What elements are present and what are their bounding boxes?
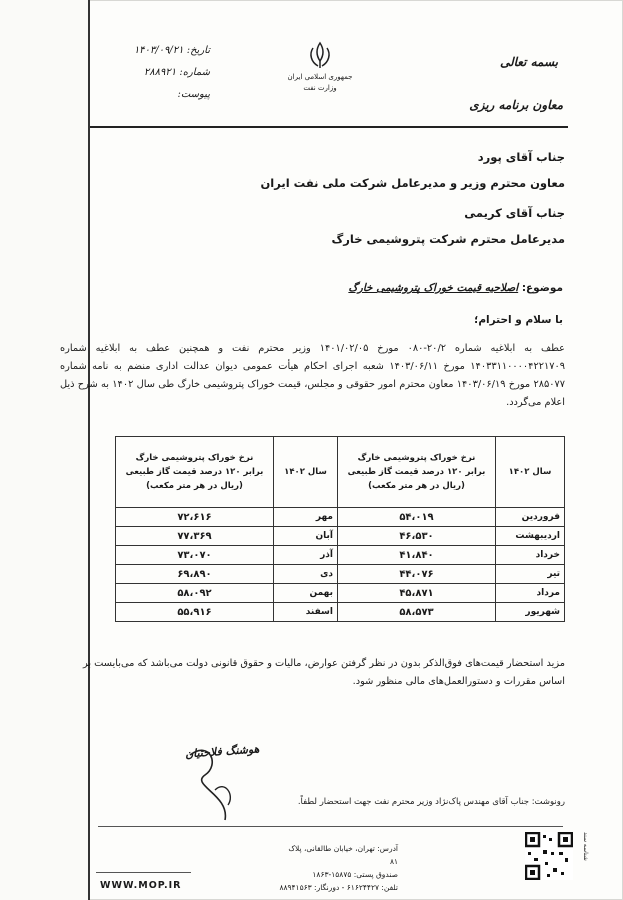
rate-header-1-line-3: (ریال در هر متر مکعب) (368, 481, 465, 491)
letter-metadata (100, 40, 210, 106)
number-row (100, 62, 210, 84)
address-line-1: آدرس: تهران، خیابان طالقانی، پلاک ۸۱ (288, 844, 398, 866)
month-cell: اسفند (274, 603, 338, 622)
qr-code-icon (525, 832, 573, 880)
rate-cell: ۷۲،۶۱۶ (116, 508, 274, 527)
month-cell: دی (274, 565, 338, 584)
subject-label: موضوع: (521, 282, 563, 294)
month-cell: فروردین (496, 508, 565, 527)
ministry-line-1: جمهوری اسلامی ایران (287, 73, 353, 81)
table-row (116, 527, 565, 546)
rate-cell: ۵۵،۹۱۶ (116, 603, 274, 622)
website-link[interactable]: WWW.MOP.IR (100, 880, 182, 891)
address-line-3: تلفن: ۶۱۶۲۴۴۲۷ - دورنگار: ۸۸۹۴۱۵۶۳ (279, 883, 398, 892)
table-row (116, 546, 565, 565)
rate-cell: ۵۸،۰۹۲ (116, 584, 274, 603)
addressee-2-title: مدیرعامل محترم شرکت پتروشیمی خارگ (331, 232, 565, 246)
ministry-line-2: وزارت نفت (303, 84, 337, 92)
month-cell: مرداد (496, 584, 565, 603)
footer-divider (98, 826, 563, 827)
month-cell: تیر (496, 565, 565, 584)
month-cell: آذر (274, 546, 338, 565)
rate-header-2-line-2: برابر ۱۲۰ درصد قیمت گاز طبیعی (125, 467, 264, 477)
addressee-1-title: معاون محترم وزیر و مدیرعامل شرکت ملی نفت ایران (260, 176, 565, 190)
greeting: با سلام و احترام؛ (474, 314, 563, 326)
scan-margin (0, 0, 88, 900)
rate-cell: ۵۸،۵۷۳ (338, 603, 496, 622)
rate-cell: ۷۷،۳۶۹ (116, 527, 274, 546)
header-divider (90, 126, 568, 128)
rate-cell: ۶۹،۸۹۰ (116, 565, 274, 584)
carbon-copy-line: رونوشت: جناب آقای مهندس پاک‌نژاد وزیر محترم نفت جهت استحضار لطفاً. (297, 797, 565, 807)
rate-header-2 (116, 437, 274, 508)
rate-header-1-line-2: برابر ۱۲۰ درصد قیمت گاز طبیعی (347, 467, 486, 477)
attachment-row (100, 84, 210, 106)
table-row (116, 603, 565, 622)
rate-header-2-line-1: نرخ خوراک پتروشیمی خارگ (135, 453, 254, 463)
year-header-1: سال ۱۴۰۲ (496, 437, 565, 508)
date-value: ۱۴۰۳/۰۹/۲۱ (133, 45, 184, 56)
feed-price-table (115, 436, 565, 622)
month-cell: مهر (274, 508, 338, 527)
qr-side-label: شناسه سند (582, 832, 589, 861)
date-label: تاریخ: (186, 45, 210, 56)
table-row (116, 565, 565, 584)
deputy-title: معاون برنامه ریزی (469, 98, 563, 112)
table-header-row (116, 437, 565, 508)
year-header-2: سال ۱۴۰۲ (274, 437, 338, 508)
month-cell: اردیبهشت (496, 527, 565, 546)
rate-cell: ۴۶،۵۳۰ (338, 527, 496, 546)
tax-note-paragraph: مزید استحضار قیمت‌های فوق‌الذکر بدون در نظر گرفتن عوارض، مالیات و حقوق قانونی دولت می‌باشد که می‌بایست بر اساس مقررات و دستورالعمل‌های مالی منظور شود. (82, 658, 565, 687)
page-edge-line (88, 0, 90, 900)
footer-address (278, 842, 398, 894)
month-cell: خرداد (496, 546, 565, 565)
table-row (116, 508, 565, 527)
rate-header-1 (338, 437, 496, 508)
month-cell: شهریور (496, 603, 565, 622)
attachment-label: پیوست: (177, 89, 210, 100)
number-label: شماره: (179, 67, 210, 78)
month-cell: بهمن (274, 584, 338, 603)
emblem-icon (305, 40, 335, 70)
rate-cell: ۴۵،۸۷۱ (338, 584, 496, 603)
signer-name: هوشنگ فلاحتیان (184, 742, 260, 761)
body-paragraph: عطف به ابلاغیه شماره ۲۰/۲-۰۸۰ مورخ ۱۴۰۱/۰۲/۰۵ وزیر محترم نفت و همچنین عطف به ابلاغیه شماره ۱۴۰۳۳۱۱۰۰۰۰۴۲۲۱۷۰۹ مورخ ۱۴۰۳/۰۶/۱۱ شعبه اجرای احکام هیأت عمومی دیوان عدالت اداری منضم به نامه شماره ۲۸۵۰۷۷ مورخ ۱۴۰۳/۰۶/۱۹ معاون محترم امور حقوقی و مجلس، قیمت خوراک پتروشیمی خارگ طی سال ۱۴۰۲ به شرح ذیل اعلام می‌گردد. (60, 343, 566, 408)
rate-header-2-line-3: (ریال در هر متر مکعب) (146, 481, 243, 491)
addressee-1: جناب آقای پورد (477, 150, 565, 164)
rate-cell: ۷۳،۰۷۰ (116, 546, 274, 565)
rate-header-1-line-1: نرخ خوراک پتروشیمی خارگ (357, 453, 476, 463)
rate-cell: ۵۴،۰۱۹ (338, 508, 496, 527)
rate-cell: ۴۴،۰۷۶ (338, 565, 496, 584)
bismillah-heading: بسمه تعالی (499, 55, 558, 69)
rate-cell: ۴۱،۸۴۰ (338, 546, 496, 565)
signature-icon (180, 735, 280, 825)
address-line-2: صندوق پستی: ۱۵۸۷۵-۱۸۶۳ (312, 870, 398, 879)
subject-line (348, 282, 563, 294)
addressee-2: جناب آقای کریمی (464, 206, 565, 220)
number-value: ۲۸۸۹۲۱ (143, 67, 177, 78)
subject-title: اصلاحیه قیمت خوراک پتروشیمی خارگ (348, 282, 519, 294)
ministry-name (285, 72, 355, 94)
date-row (100, 40, 210, 62)
month-cell: آبان (274, 527, 338, 546)
table-row (116, 584, 565, 603)
